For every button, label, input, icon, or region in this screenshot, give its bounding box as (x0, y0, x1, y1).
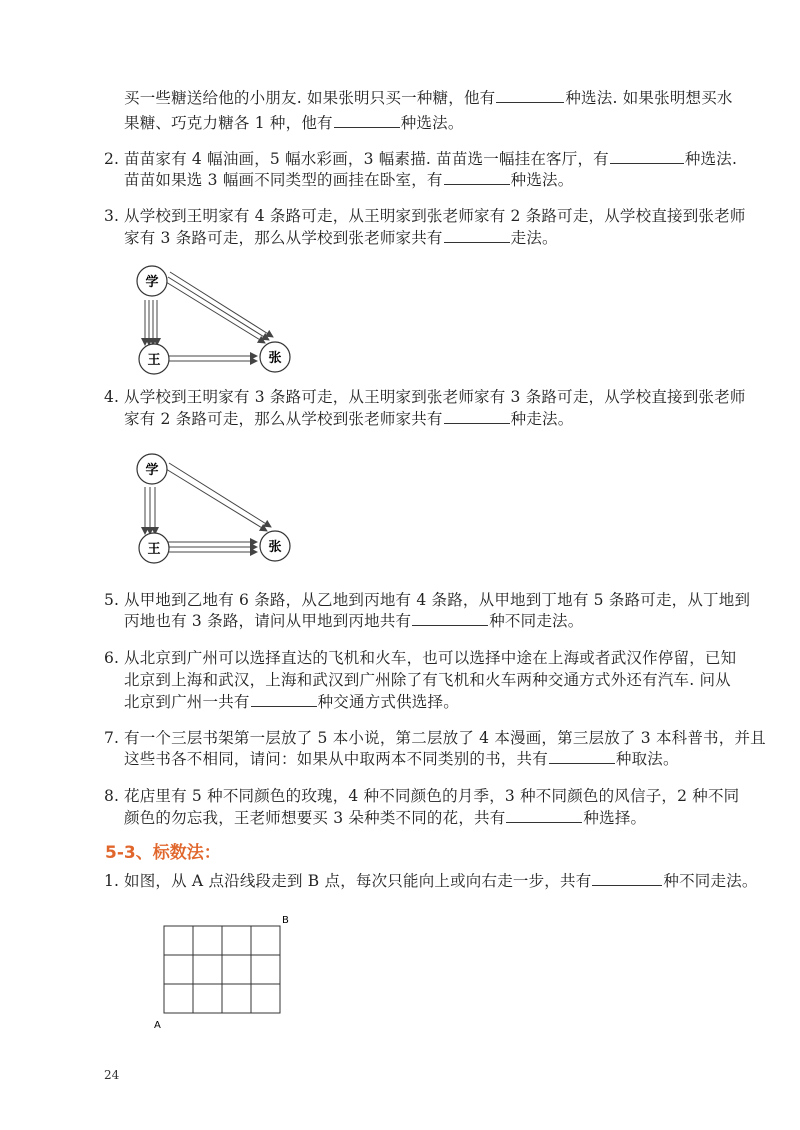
text: 苗苗如果选 3 幅画不同类型的画挂在卧室，有 (124, 171, 443, 189)
question-number: 6. (104, 649, 120, 667)
question-7-line-2 (124, 749, 679, 769)
text: 花店里有 5 种不同颜色的玫瑰，4 种不同颜色的月季，3 种不同颜色的风信子，2 种不同 (124, 787, 740, 805)
route-diagram-2 (130, 449, 300, 569)
intro-line-1 (124, 88, 733, 108)
answer-blank[interactable] (444, 170, 510, 185)
question-8-line-1 (104, 786, 739, 806)
question-4-line-2 (124, 409, 573, 429)
text: 从甲地到乙地有 6 条路，从乙地到丙地有 4 条路，从甲地到丁地有 5 条路可走，从丁地到 (124, 591, 751, 609)
question-3-line-2 (124, 228, 558, 248)
question-number: 1. (104, 872, 120, 890)
grid-figure (150, 910, 300, 1035)
question-number: 8. (104, 787, 120, 805)
text: 种走法。 (510, 410, 574, 428)
question-number: 3. (104, 207, 120, 225)
text: 家有 3 条路可走，那么从学校到张老师家共有 (124, 229, 443, 247)
text: 种选法. 如果张明想买水 (565, 89, 733, 107)
answer-blank[interactable] (506, 808, 582, 823)
text: 种交通方式供选择。 (317, 693, 459, 711)
point-a-label: A (154, 1020, 161, 1031)
answer-blank[interactable] (444, 228, 510, 243)
question-number: 2. (104, 150, 120, 168)
zhang-label: 张 (268, 351, 282, 366)
question-number: 4. (104, 388, 120, 406)
school-label: 学 (145, 275, 159, 290)
school-to-zhang-paths (166, 272, 273, 343)
school-to-zhang-paths (166, 463, 271, 531)
text: 这些书各不相同，请问：如果从中取两本不同类别的书，共有 (124, 750, 548, 768)
intro-line-2 (124, 113, 464, 133)
school-label: 学 (145, 463, 159, 478)
wang-to-zhang-paths (168, 542, 257, 552)
question-number: 7. (104, 729, 120, 747)
text: 种选法。 (510, 171, 574, 189)
question-3-line-1 (104, 206, 746, 226)
grid-lines (164, 926, 280, 1013)
question-2-line-2 (124, 170, 573, 190)
text: 北京到上海和武汉，上海和武汉到广州除了有飞机和火车两种交通方式外还有汽车. 问从 (124, 671, 731, 689)
question-8-line-2 (124, 808, 646, 828)
question-7-line-1 (104, 728, 766, 748)
wang-to-zhang-paths (168, 356, 257, 361)
section-question-1 (104, 871, 758, 891)
answer-blank[interactable] (592, 871, 662, 886)
text: 家有 2 条路可走，那么从学校到张老师家共有 (124, 410, 443, 428)
question-4-line-1 (104, 387, 746, 407)
text: 丙地也有 3 条路，请问从甲地到丙地共有 (124, 612, 412, 630)
question-5-line-1 (104, 590, 750, 610)
answer-blank[interactable] (496, 88, 564, 103)
answer-blank[interactable] (334, 113, 400, 128)
answer-blank[interactable] (549, 749, 615, 764)
text: 从北京到广州可以选择直达的飞机和火车，也可以选择中途在上海或者武汉作停留，已知 (124, 649, 737, 667)
school-to-wang-paths (145, 487, 155, 534)
answer-blank[interactable] (610, 149, 684, 164)
question-6-line-3 (124, 692, 459, 712)
text: 种选法. (684, 150, 738, 168)
text: 北京到广州一共有 (124, 693, 250, 711)
text: 种不同走法。 (663, 872, 758, 890)
question-6-line-2 (124, 670, 731, 690)
point-b-label: B (282, 915, 289, 926)
text: 种选择。 (583, 809, 647, 827)
route-diagram-1 (130, 260, 300, 380)
text: 从学校到王明家有 4 条路可走，从王明家到张老师家有 2 条路可走，从学校直接到张老师 (124, 207, 746, 225)
answer-blank[interactable] (251, 692, 317, 707)
school-to-wang-paths (145, 300, 157, 345)
wang-label: 王 (147, 353, 161, 368)
text: 苗苗家有 4 幅油画，5 幅水彩画，3 幅素描. 苗苗选一幅挂在客厅，有 (124, 150, 609, 168)
text: 从学校到王明家有 3 条路可走，从王明家到张老师家有 3 条路可走，从学校直接到张老师 (124, 388, 746, 406)
question-number: 5. (104, 591, 120, 609)
question-6-line-1 (104, 648, 736, 668)
text: 走法。 (510, 229, 558, 247)
question-2-line-1 (104, 149, 737, 169)
text: 种选法。 (400, 114, 464, 132)
answer-blank[interactable] (444, 409, 510, 424)
zhang-label: 张 (268, 540, 282, 555)
text: 有一个三层书架第一层放了 5 本小说，第二层放了 4 本漫画，第三层放了 3 本科普书，并且 (124, 729, 766, 747)
wang-label: 王 (147, 542, 161, 557)
page-number: 24 (104, 1068, 120, 1082)
text: 果糖、巧克力糖各 1 种，他有 (124, 114, 333, 132)
text: 种不同走法。 (489, 612, 584, 630)
text: 颜色的勿忘我，王老师想要买 3 朵种类不同的花，共有 (124, 809, 506, 827)
section-title: 5-3、标数法： (105, 843, 221, 863)
answer-blank[interactable] (412, 611, 488, 626)
text: 种取法。 (615, 750, 679, 768)
text: 买一些糖送给他的小朋友. 如果张明只买一种糖，他有 (124, 89, 496, 107)
text: 如图，从 A 点沿线段走到 B 点，每次只能向上或向右走一步，共有 (124, 872, 592, 890)
question-5-line-2 (124, 611, 583, 631)
